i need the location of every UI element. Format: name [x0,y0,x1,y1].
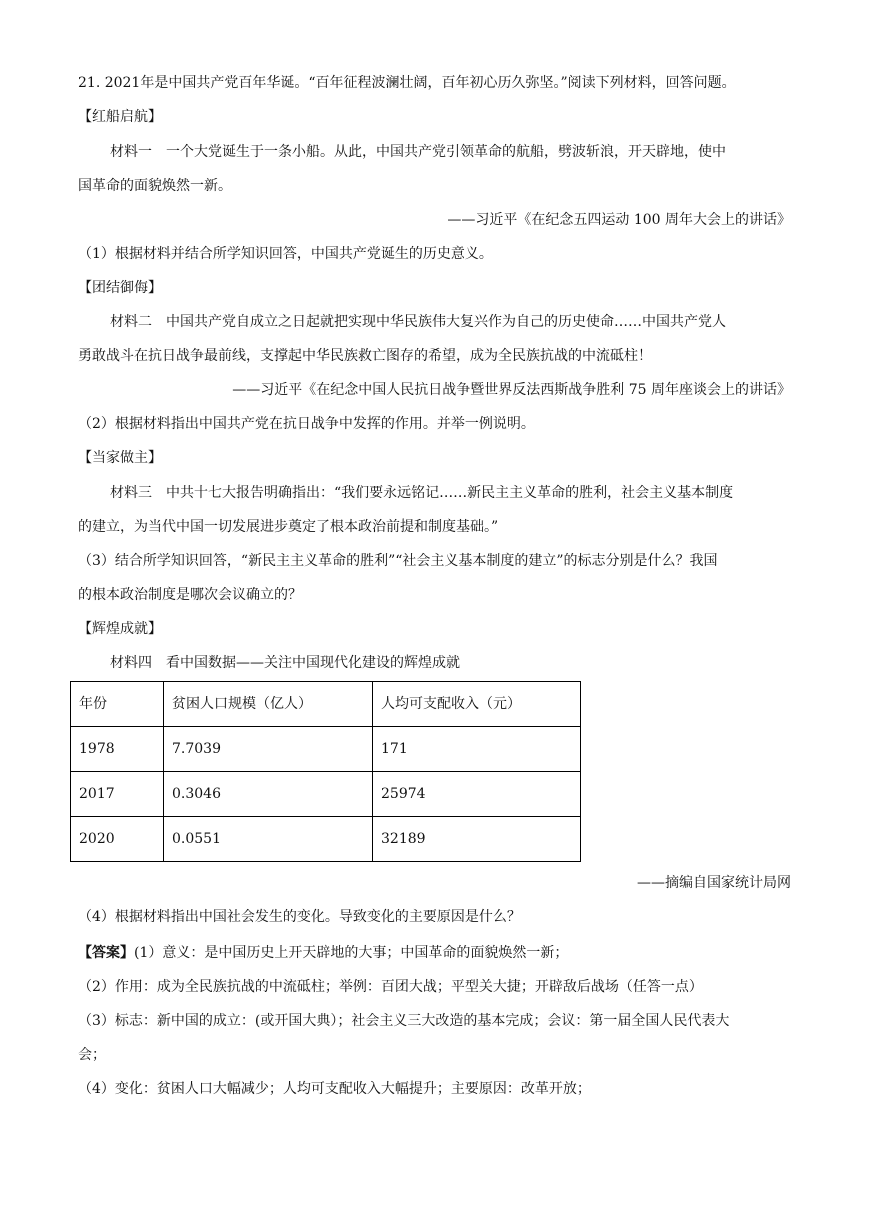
table-row [71,727,581,772]
answer-text: (1）意义：是中国历史上开天辟地的大事；中国革命的面貌焕然一新； [134,945,569,961]
table-cell: 1978 [71,727,164,772]
question-text: （4）根据材料指出中国社会发生的变化。导致变化的主要原因是什么？ [78,909,521,925]
material-text: 材料四 看中国数据——关注中国现代化建设的辉煌成就 [110,655,460,671]
section-heading: 【红船启航】 [78,109,162,125]
material-text: 勇敢战斗在抗日战争最前线，支撑起中华民族救亡图存的希望，成为全民族抗战的中流砥柱！ [78,348,652,364]
material-source: ——习近平《在纪念五四运动 100 周年大会上的讲话》 [447,212,791,228]
answer-label: 【答案】 [78,945,134,961]
question-text: （1）根据材料并结合所学知识回答，中国共产党诞生的历史意义。 [78,246,493,262]
data-table [70,681,581,862]
table-cell: 2020 [71,817,164,862]
answer-text: （4）变化：贫困人口大幅减少；人均可支配收入大幅提升；主要原因：改革开放； [78,1081,591,1097]
material-text: 的建立，为当代中国一切发展进步奠定了根本政治前提和制度基础。” [78,519,499,535]
table-header-cell: 贫困人口规模（亿人） [164,682,373,727]
answer-text: （3）标志：新中国的成立：(或开国大典）；社会主义三大改造的基本完成；会议：第一届全国人民代表大 [78,1013,730,1029]
question-text: （3）结合所学知识回答，“新民主主义革命的胜利”“社会主义基本制度的建立”的标志分别是什么？我国 [78,553,718,569]
answer-text: 会； [78,1047,106,1063]
question-intro: 21. 2021年是中国共产党百年华诞。“百年征程波澜壮阔，百年初心历久弥坚。”阅读下列材料，回答问题。 [78,75,736,91]
table-header-cell: 人均可支配收入（元） [373,682,581,727]
table-cell: 2017 [71,772,164,817]
section-heading: 【团结御侮】 [78,280,162,296]
table-row [71,772,581,817]
table-cell: 0.0551 [164,817,373,862]
section-heading: 【当家做主】 [78,450,162,466]
material-text: 材料三 中共十七大报告明确指出：“我们要永远铭记……新民主主义革命的胜利，社会主义基本制度 [110,485,734,501]
answer-text: （2）作用：成为全民族抗战的中流砥柱；举例：百团大战；平型关大捷；开辟敌后战场（任答一点） [78,979,703,995]
material-source: ——习近平《在纪念中国人民抗日战争暨世界反法西斯战争胜利 75 周年座谈会上的讲话》 [232,382,791,398]
table-header-row [71,682,581,727]
question-text: （2）根据材料指出中国共产党在抗日战争中发挥的作用。并举一例说明。 [78,416,535,432]
table-cell: 25974 [373,772,581,817]
question-text: 的根本政治制度是哪次会议确立的？ [78,587,302,603]
table-cell: 7.7039 [164,727,373,772]
table-header-cell: 年份 [71,682,164,727]
material-text: 材料一 一个大党诞生于一条小船。从此，中国共产党引领革命的航船，劈波斩浪，开天辟地，使中 [110,144,726,160]
table-row [71,817,581,862]
answer-line [78,936,568,970]
table-cell: 32189 [373,817,581,862]
table-cell: 0.3046 [164,772,373,817]
material-text: 国革命的面貌焕然一新。 [78,178,232,194]
table-cell: 171 [373,727,581,772]
section-heading: 【辉煌成就】 [78,621,162,637]
material-text: 材料二 中国共产党自成立之日起就把实现中华民族伟大复兴作为自己的历史使命……中国共产党人 [110,314,726,330]
material-source: ——摘编自国家统计局网 [637,875,791,891]
